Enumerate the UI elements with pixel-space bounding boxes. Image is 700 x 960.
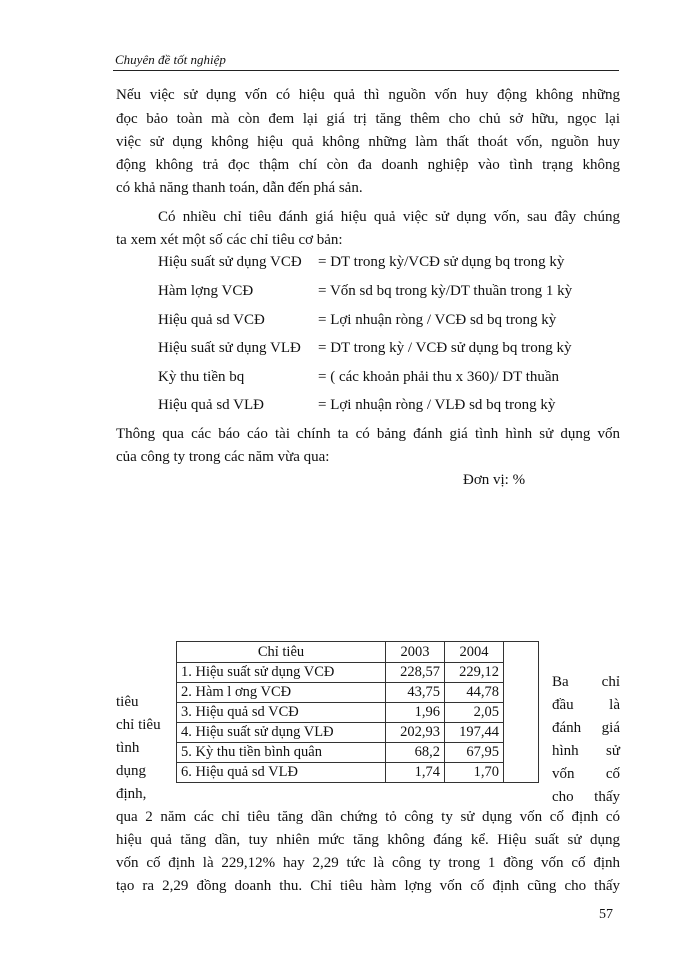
header-criteria: Chỉ tiêu [177,642,386,663]
formula-name-3: Hiệu quả sd VCĐ [158,312,265,328]
table-header-row [177,642,539,663]
criteria-intro-line-2: ta xem xét một số các chỉ tiêu cơ bản: [116,232,343,248]
formula-expr-3: = Lợi nhuận ròng / VCĐ sd bq trong kỳ [318,312,557,328]
row-value-2003: 68,2 [386,743,445,763]
unit-label: Đơn vị: % [463,472,526,488]
table-row [177,703,539,723]
row-value-2004: 2,05 [445,703,504,723]
formula-name-6: Hiệu quả sd VLĐ [158,397,264,413]
row-value-2004: 67,95 [445,743,504,763]
row-value-2004: 1,70 [445,763,504,783]
row-label: 6. Hiệu quả sd VLĐ [177,763,386,783]
intro-line-1: Nếu việc sử dụng vốn có hiệu quả thì nguồn vốn huy động không những [116,87,620,103]
row-value-2003: 43,75 [386,683,445,703]
formula-expr-5: = ( các khoản phải thu x 360)/ DT thuần [318,369,560,385]
right-fragment-3: đánh giá [552,720,620,736]
formula-expr-2: = Vốn sd bq trong kỳ/DT thuần trong 1 kỳ [318,283,573,299]
row-value-2003: 228,57 [386,663,445,683]
table-row [177,743,539,763]
row-label: 3. Hiệu quả sd VCĐ [177,703,386,723]
row-value-2003: 1,96 [386,703,445,723]
table-row [177,763,539,783]
running-header: Chuyên đề tốt nghiệp [115,52,226,67]
left-fragment-5: định, [116,786,147,802]
right-fragment-4: hình sử [552,743,620,759]
report-intro-line-1: Thông qua các báo cáo tài chính ta có bảng đánh giá tình hình sử dụng vốn [116,426,620,442]
table-row [177,723,539,743]
row-value-2004: 197,44 [445,723,504,743]
formula-expr-6: = Lợi nhuận ròng / VLĐ sd bq trong kỳ [318,397,556,413]
left-fragment-2: chỉ tiêu [116,717,161,733]
header-2004: 2004 [445,642,504,663]
formula-expr-4: = DT trong kỳ / VCĐ sử dụng bq trong kỳ [318,340,572,356]
right-fragment-5: vốn cố [552,766,620,782]
header-rule [113,70,619,71]
conclusion-line-4: tạo ra 2,29 đồng doanh thu. Chỉ tiêu hàm lợng vốn cố định cũng cho thấy [116,878,620,894]
table-row [177,683,539,703]
row-label: 1. Hiệu suất sử dụng VCĐ [177,663,386,683]
formula-expr-1: = DT trong kỳ/VCĐ sử dụng bq trong kỳ [318,254,565,270]
row-label: 5. Kỳ thu tiền bình quân [177,743,386,763]
report-intro-line-2: của công ty trong các năm vừa qua: [116,449,330,465]
left-fragment-1: tiêu [116,694,139,710]
row-value-2003: 1,74 [386,763,445,783]
criteria-intro-line-1: Có nhiều chỉ tiêu đánh giá hiệu quả việc sử dụng vốn, sau đây chúng [158,209,620,225]
intro-line-3: việc sử dụng không hiệu quả không những làm thất thoát vốn, nguồn huy [116,134,620,150]
table-row [177,663,539,683]
row-label: 2. Hàm l ơng VCĐ [177,683,386,703]
row-label: 4. Hiệu suất sử dụng VLĐ [177,723,386,743]
conclusion-line-1: qua 2 năm các chỉ tiêu tăng dần chứng tỏ công ty sử dụng vốn cố định có [116,809,620,825]
page-number: 57 [599,907,613,922]
left-fragment-4: dụng [116,763,146,779]
formula-name-2: Hàm lợng VCĐ [158,283,254,299]
formula-name-4: Hiệu suất sử dụng VLĐ [158,340,301,356]
conclusion-line-2: hiệu quả tăng dần, tuy nhiên mức tăng không đáng kể. Hiệu suất sử dụng [116,832,620,848]
conclusion-line-3: vốn cố định là 229,12% hay 2,29 tức là công ty trong 1 đồng vốn cố định [116,855,620,871]
row-value-2004: 229,12 [445,663,504,683]
left-fragment-3: tình [116,740,140,756]
formula-name-5: Kỳ thu tiền bq [158,369,245,385]
usage-efficiency-table [176,641,539,783]
formula-name-1: Hiệu suất sử dụng VCĐ [158,254,302,270]
row-value-2004: 44,78 [445,683,504,703]
intro-line-2: đọc bảo toàn mà còn đem lại giá trị tăng thêm cho chủ sở hữu, ngọc lại [116,111,620,127]
row-value-2003: 202,93 [386,723,445,743]
header-2003: 2003 [386,642,445,663]
right-fragment-6: cho thấy [552,789,620,805]
intro-line-5: có khả năng thanh toán, dẫn đến phá sản. [116,180,363,196]
right-fragment-1: Ba chỉ [552,674,620,690]
right-fragment-2: đầu là [552,697,620,713]
intro-line-4: động không trả đọc thậm chí còn đa doanh nghiệp vào tình trạng không [116,157,620,173]
